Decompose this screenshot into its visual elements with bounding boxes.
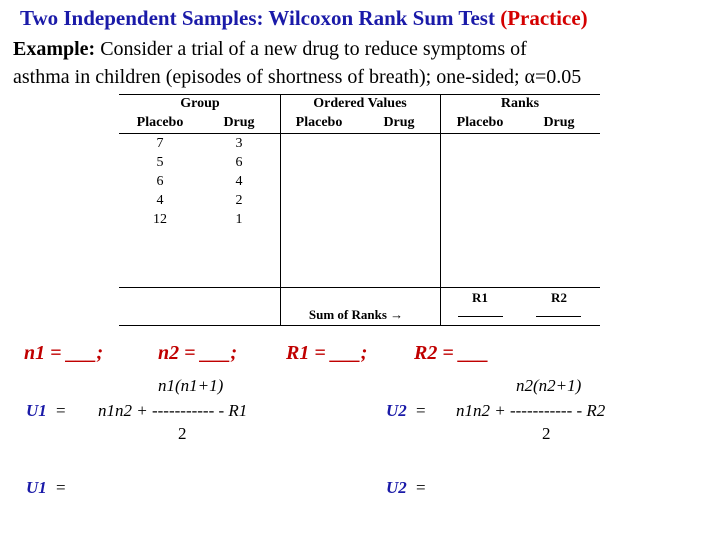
title-main: Two Independent Samples: Wilcoxon Rank Sum Test [20,6,495,30]
sum-of-ranks-label: Sum of Ranks → [308,307,404,322]
u1-answer-label: U1 [26,478,47,497]
u2-expression [456,401,605,421]
drug-value: 3 [235,136,243,151]
drug-value: 1 [235,212,243,227]
u1-base: n1n2 + ----------- - [98,401,229,420]
subheader-ranks-placebo: Placebo [456,115,504,130]
u2-base: n1n2 + ----------- - [456,401,587,420]
title-tag: (Practice) [500,6,588,30]
n2-blank: n2 = ___; [158,342,238,364]
example-label: Example: [13,38,96,60]
u2-answer-equals: = [416,478,426,497]
u1-numerator: n1(n1+1) [158,376,224,395]
table-divider-1 [280,94,281,326]
example-line-2: asthma in children (episodes of shortness of breath); one-sided; α=0.05 [13,66,582,88]
subheader-placebo: Placebo [136,115,184,130]
table-top-rule [119,94,600,95]
table-header-rule [119,133,600,134]
r1-blank: R1 = ___; [286,342,368,364]
page-title [20,6,588,31]
subheader-ordered-drug: Drug [383,115,415,130]
u1-label: U1 [26,401,47,420]
drug-value: 4 [235,174,243,189]
data-table [119,94,600,326]
drug-value: 6 [235,155,243,170]
placebo-value: 6 [156,174,164,189]
r2-blank-line [536,316,581,317]
drug-value: 2 [235,193,243,208]
header-ordered-values: Ordered Values [313,96,407,111]
example-text-1: Consider a trial of a new drug to reduce symptoms of [100,38,527,60]
r1-blank-line [458,316,503,317]
u2-r2: R2 [586,401,606,420]
r1-column-label: R1 [472,290,488,305]
u1-r1: R1 [228,401,248,420]
header-ranks: Ranks [500,96,540,111]
placebo-value: 7 [156,136,164,151]
table-bottom-rule [119,325,600,326]
placebo-value: 5 [156,155,164,170]
r2-blank: R2 = ___ [414,342,489,364]
r2-column-label: R2 [551,290,567,305]
u1-expression [98,401,247,421]
placebo-value: 12 [153,212,167,227]
u2-answer-label: U2 [386,478,407,497]
table-sum-rule [119,287,600,288]
u1-equals: = [56,401,66,420]
u2-numerator: n2(n2+1) [516,376,582,395]
u2-denominator: 2 [542,424,551,443]
header-group: Group [180,96,220,111]
table-divider-2 [440,94,441,326]
u1-denominator: 2 [178,424,187,443]
u2-equals: = [416,401,426,420]
subheader-drug: Drug [223,115,255,130]
n1-blank: n1 = ___; [24,342,104,364]
subheader-ordered-placebo: Placebo [295,115,343,130]
u1-answer-equals: = [56,478,66,497]
placebo-value: 4 [156,193,164,208]
example-line-1 [13,38,527,61]
subheader-ranks-drug: Drug [543,115,575,130]
u2-label: U2 [386,401,407,420]
